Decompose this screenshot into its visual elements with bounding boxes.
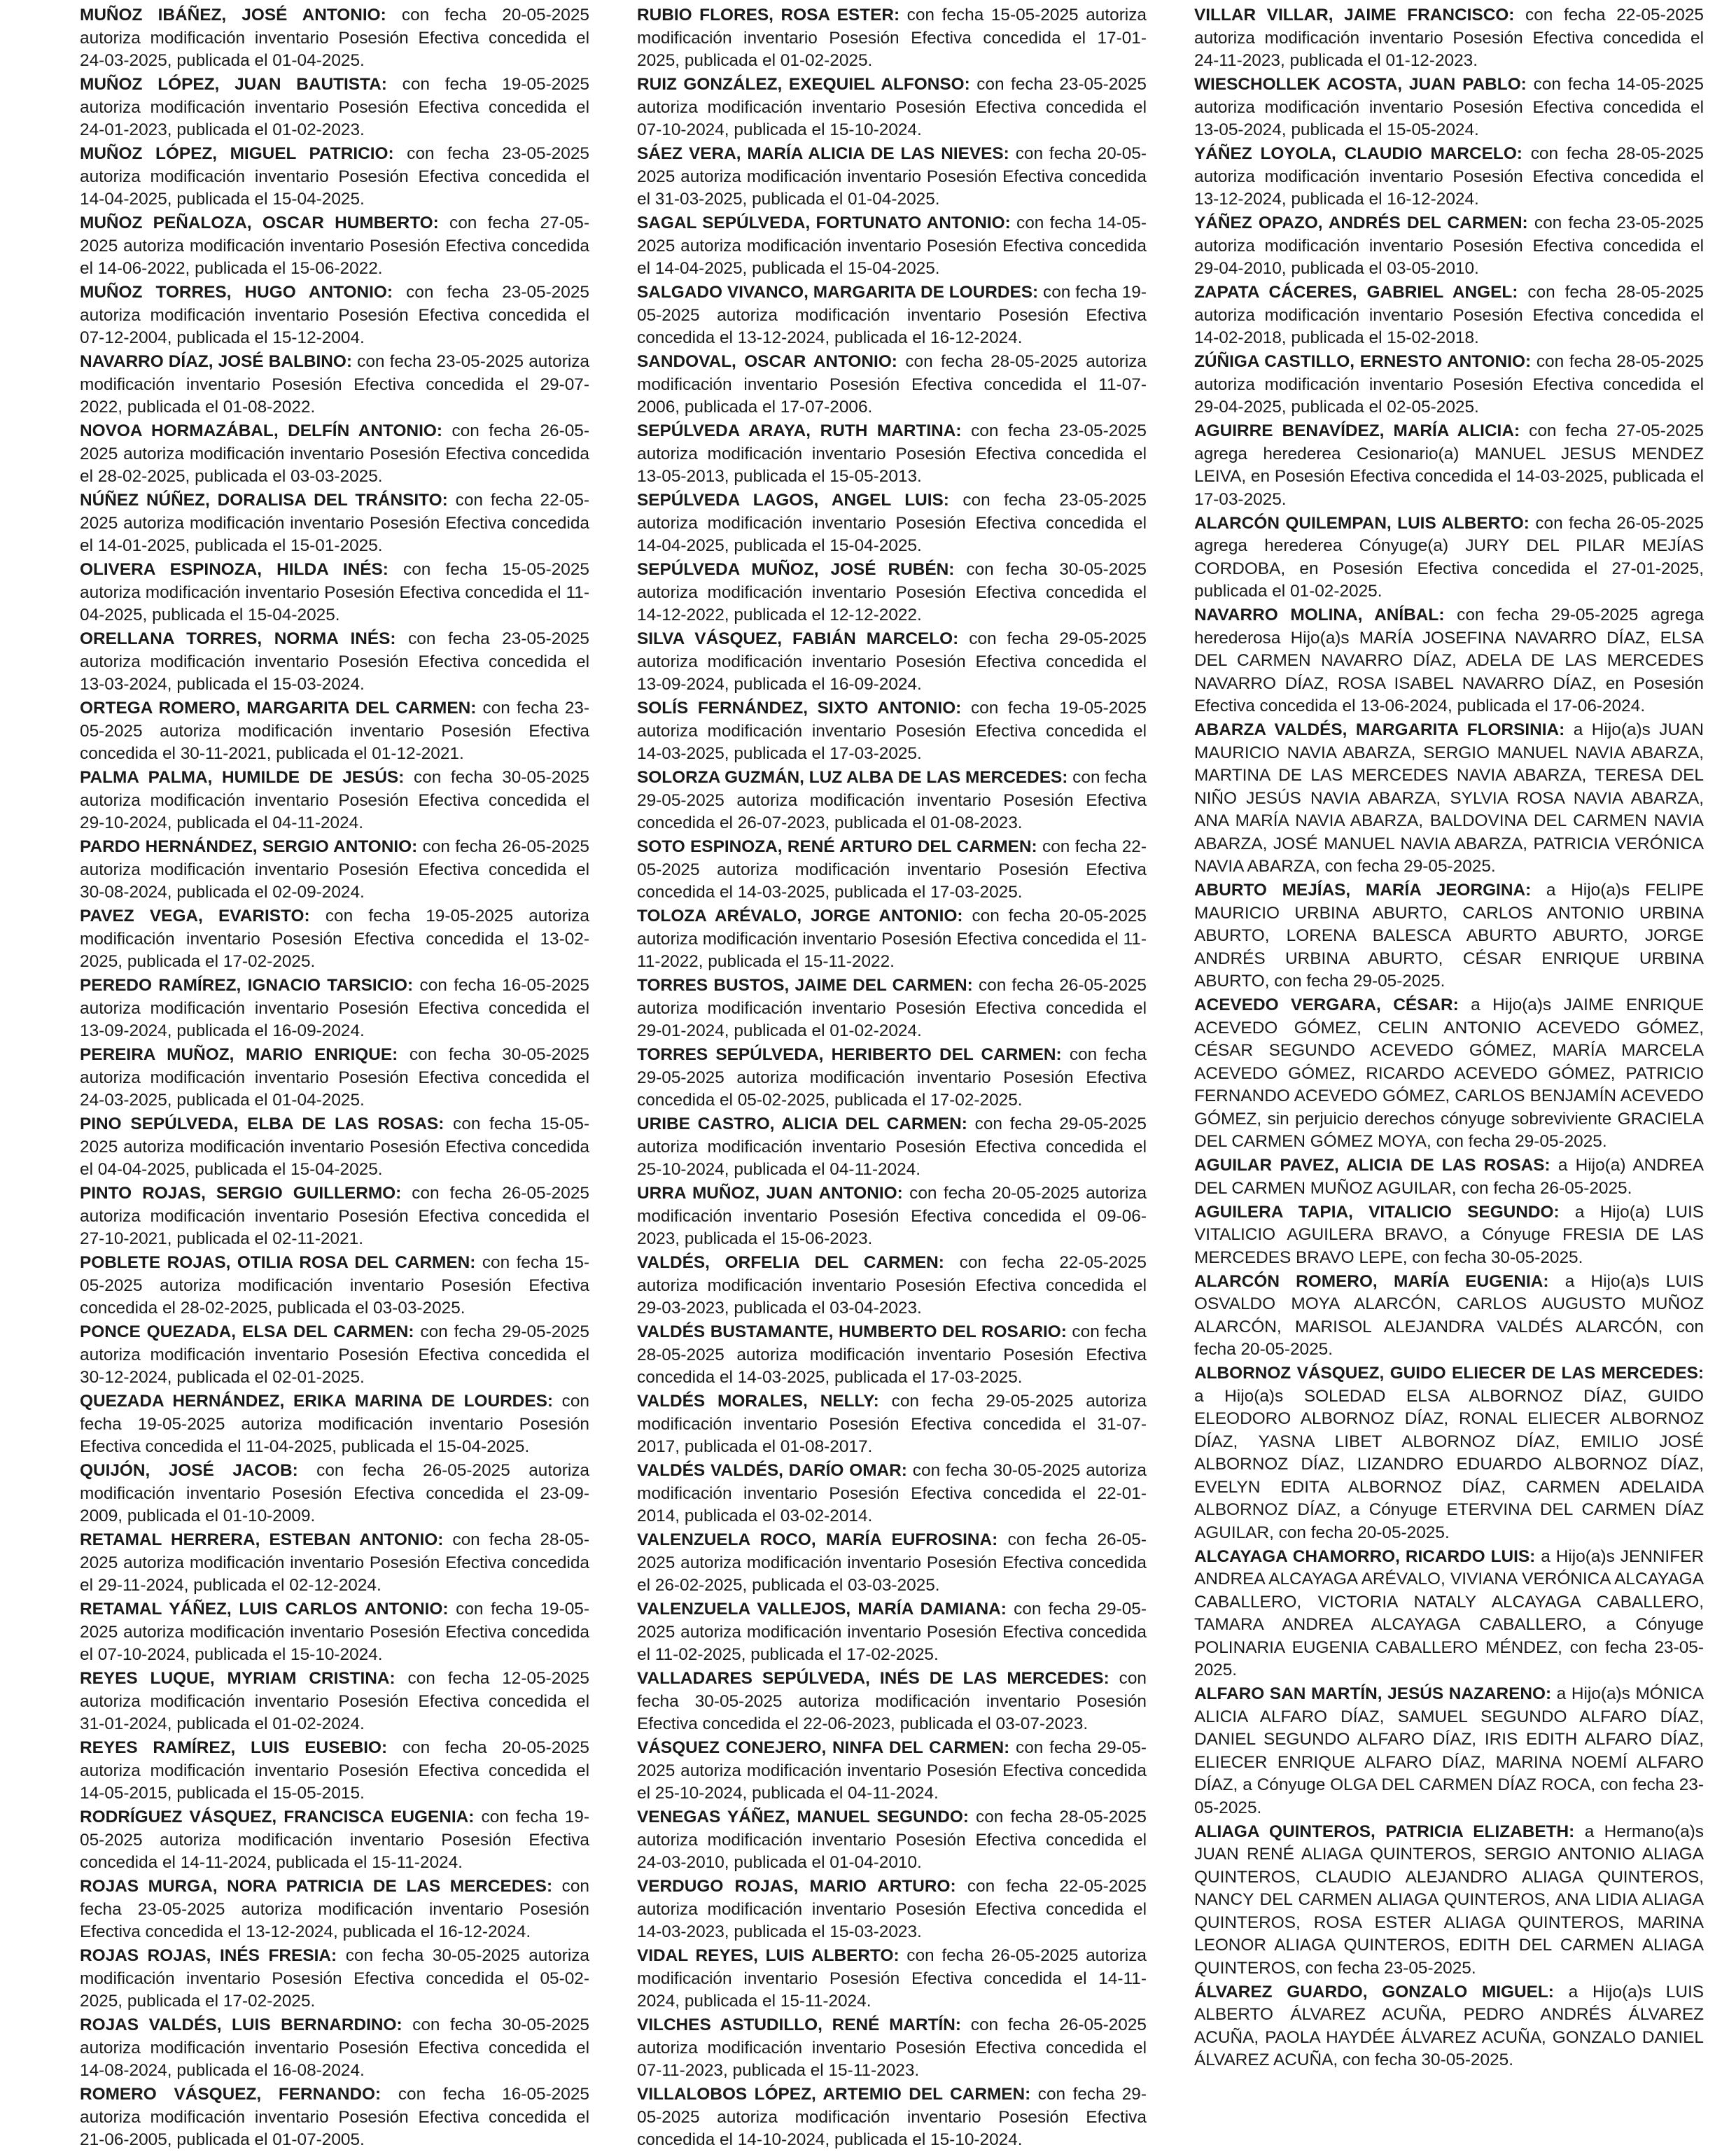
notice-text: con fecha 26-05-2025 autoriza modificación inventario Posesión Efectiva concedida el 27-10-2021, publicada el 02-11-2021. <box>80 1184 589 1248</box>
notice-text: con fecha 19-05-2025 autoriza modificación inventario Posesión Efectiva concedida el 14-03-2025, publicada el 17-03-2025. <box>637 699 1147 763</box>
notice-entry <box>80 1113 589 1182</box>
notice-text: a Hijo(a)s FELIPE MAURICIO URBINA ABURTO, CARLOS ANTONIO URBINA ABURTO, LORENA BALESCA ABURTO ABURTO, JORGE ANDRÉS URBINA ABURTO, CÉSAR ENRIQUE URBINA ABURTO, con fecha 29-05-2025. <box>1194 881 1704 991</box>
notice-text: a Hermano(a)s JUAN RENÉ ALIAGA QUINTEROS, SERGIO ANTONIO ALIAGA QUINTEROS, CLAUDIO ALEJANDRO ALIAGA QUINTEROS, NANCY DEL CARMEN ALIAGA QUINTEROS, ANA LIDIA ALIAGA QUINTEROS, ROSA ESTER ALIAGA QUINTEROS, MARINA LEONOR ALIAGA QUINTEROS, EDITH DEL CARMEN ALIAGA QUINTEROS, con fecha 23-05-2025. <box>1194 1822 1704 1978</box>
notice-entry <box>637 1598 1147 1667</box>
deceased-name: ORTEGA ROMERO, MARGARITA DEL CARMEN: <box>80 699 477 718</box>
notice-text: con fecha 19-05-2025 autoriza modificación inventario Posesión Efectiva concedida el 13-12-2024, publicada el 16-12-2024. <box>637 283 1147 347</box>
notice-text: con fecha 26-05-2025 autoriza modificación inventario Posesión Efectiva concedida el 14-11-2024, publicada el 15-11-2024. <box>637 1946 1147 2011</box>
notice-entry <box>637 1806 1147 1875</box>
notice-text: con fecha 19-05-2025 autoriza modificación inventario Posesión Efectiva concedida el 13-02-2025, publicada el 17-02-2025. <box>80 907 589 971</box>
deceased-name: VALENZUELA VALLEJOS, MARÍA DAMIANA: <box>637 1600 1007 1619</box>
notice-entry <box>637 2014 1147 2083</box>
deceased-name: ALARCÓN ROMERO, MARÍA EUGENIA: <box>1194 1271 1549 1291</box>
column-3 <box>1194 4 1704 2138</box>
notice-text: con fecha 22-05-2025 autoriza modificación inventario Posesión Efectiva concedida el 29-03-2023, publicada el 03-04-2023. <box>637 1253 1147 1318</box>
notice-entry <box>1194 512 1704 603</box>
notice-text: con fecha 20-05-2025 autoriza modificación inventario Posesión Efectiva concedida el 24-03-2025, publicada el 01-04-2025. <box>80 6 589 70</box>
deceased-name: TORRES BUSTOS, JAIME DEL CARMEN: <box>637 976 973 995</box>
deceased-name: NAVARRO DÍAZ, JOSÉ BALBINO: <box>80 352 353 371</box>
notice-entry <box>80 489 589 558</box>
notice-entry <box>637 351 1147 419</box>
notice-text: con fecha 28-05-2025 autoriza modificación inventario Posesión Efectiva concedida el 14-03-2025, publicada el 17-03-2025. <box>637 1322 1147 1387</box>
deceased-name: YÁÑEZ LOYOLA, CLAUDIO MARCELO: <box>1194 144 1522 163</box>
notice-text: con fecha 12-05-2025 autoriza modificación inventario Posesión Efectiva concedida el 31-01-2024, publicada el 01-02-2024. <box>80 1669 589 1733</box>
notice-text: con fecha 29-05-2025 autoriza modificación inventario Posesión Efectiva concedida el 26-07-2023, publicada el 01-08-2023. <box>637 768 1147 832</box>
deceased-name: MUÑOZ TORRES, HUGO ANTONIO: <box>80 283 393 302</box>
notice-text: a Hijo(a) ANDREA DEL CARMEN MUÑOZ AGUILAR, con fecha 26-05-2025. <box>1194 1156 1704 1198</box>
notice-entry <box>80 1806 589 1875</box>
notice-entry <box>80 351 589 419</box>
notice-entry <box>1194 143 1704 211</box>
notice-text: con fecha 30-05-2025 autoriza modificación inventario Posesión Efectiva concedida el 22-01-2014, publicada el 03-02-2014. <box>637 1461 1147 1525</box>
deceased-name: AGUILERA TAPIA, VITALICIO SEGUNDO: <box>1194 1202 1560 1222</box>
notice-text: con fecha 20-05-2025 autoriza modificación inventario Posesión Efectiva concedida el 11-11-2022, publicada el 15-11-2022. <box>637 907 1147 971</box>
notice-entry <box>1194 1271 1704 1362</box>
column-1 <box>80 4 590 2149</box>
deceased-name: SEPÚLVEDA MUÑOZ, JOSÉ RUBÉN: <box>637 560 955 579</box>
notice-text: con fecha 23-05-2025 autoriza modificación inventario Posesión Efectiva concedida el 29-07-2022, publicada el 01-08-2022. <box>80 352 589 417</box>
notice-entry <box>637 4 1147 73</box>
deceased-name: MUÑOZ IBÁÑEZ, JOSÉ ANTONIO: <box>80 6 386 25</box>
notice-text: con fecha 19-05-2025 autoriza modificación inventario Posesión Efectiva concedida el 24-01-2023, publicada el 01-02-2023. <box>80 75 589 139</box>
notice-entry <box>637 489 1147 558</box>
deceased-name: VILCHES ASTUDILLO, RENÉ MARTÍN: <box>637 2015 962 2034</box>
notice-text: con fecha 28-05-2025 autoriza modificación inventario Posesión Efectiva concedida el 11-07-2006, publicada el 17-07-2006. <box>637 352 1147 417</box>
deceased-name: ALARCÓN QUILEMPAN, LUIS ALBERTO: <box>1194 513 1530 533</box>
deceased-name: ZAPATA CÁCERES, GABRIEL ANGEL: <box>1194 283 1518 302</box>
deceased-name: NÚÑEZ NÚÑEZ, DORALISA DEL TRÁNSITO: <box>80 491 448 510</box>
notice-text: con fecha 23-05-2025 autoriza modificación inventario Posesión Efectiva concedida el 13-05-2013, publicada el 15-05-2013. <box>637 421 1147 486</box>
deceased-name: YÁÑEZ OPAZO, ANDRÉS DEL CARMEN: <box>1194 214 1528 232</box>
notice-entry <box>1194 420 1704 511</box>
notice-entry <box>80 143 589 211</box>
notice-entry <box>637 1182 1147 1251</box>
deceased-name: RUIZ GONZÁLEZ, EXEQUIEL ALFONSO: <box>637 75 970 94</box>
notice-text: con fecha 30-05-2025 autoriza modificación inventario Posesión Efectiva concedida el 14-12-2022, publicada el 12-12-2022. <box>637 560 1147 624</box>
notice-text: con fecha 16-05-2025 autoriza modificación inventario Posesión Efectiva concedida el 13-09-2024, publicada el 16-09-2024. <box>80 976 589 1040</box>
notice-text: con fecha 28-05-2025 autoriza modificación inventario Posesión Efectiva concedida el 13-12-2024, publicada el 16-12-2024. <box>1194 144 1704 209</box>
deceased-name: POBLETE ROJAS, OTILIA ROSA DEL CARMEN: <box>80 1253 476 1272</box>
notice-entry <box>80 2083 589 2152</box>
notice-entry <box>1194 1981 1704 2072</box>
deceased-name: VALDÉS MORALES, NELLY: <box>637 1392 879 1411</box>
notice-text: con fecha 29-05-2025 autoriza modificación inventario Posesión Efectiva concedida el 05-02-2025, publicada el 17-02-2025. <box>637 1045 1147 1110</box>
notice-entry <box>80 2014 589 2083</box>
notice-entry <box>80 281 589 350</box>
notice-entry <box>1194 879 1704 993</box>
deceased-name: RUBIO FLORES, ROSA ESTER: <box>637 6 900 25</box>
deceased-name: ROJAS MURGA, NORA PATRICIA DE LAS MERCEDES: <box>80 1877 553 1896</box>
deceased-name: MUÑOZ LÓPEZ, MIGUEL PATRICIO: <box>80 144 394 163</box>
deceased-name: VALDÉS VALDÉS, DARÍO OMAR: <box>637 1461 907 1480</box>
notice-entry <box>1194 351 1704 419</box>
notice-entry <box>80 1044 589 1112</box>
deceased-name: PINO SEPÚLVEDA, ELBA DE LAS ROSAS: <box>80 1115 444 1133</box>
notice-text: con fecha 23-05-2025 autoriza modificación inventario Posesión Efectiva concedida el 30-11-2021, publicada el 01-12-2021. <box>80 699 589 763</box>
notice-entry <box>80 212 589 281</box>
notice-entry <box>80 1460 589 1528</box>
notice-entry <box>637 559 1147 627</box>
notice-text: con fecha 23-05-2025 autoriza modificación inventario Posesión Efectiva concedida el 07-10-2024, publicada el 15-10-2024. <box>637 75 1147 139</box>
deceased-name: SEPÚLVEDA ARAYA, RUTH MARTINA: <box>637 421 962 440</box>
notice-entry <box>637 1113 1147 1182</box>
notice-text: con fecha 23-05-2025 autoriza modificación inventario Posesión Efectiva concedida el 14-04-2025, publicada el 15-04-2025. <box>80 144 589 209</box>
notice-text: con fecha 27-05-2025 agrega herederea Cesionario(a) MANUEL JESUS MENDEZ LEIVA, en Posesión Efectiva concedida el 14-03-2025, publicada el 17-03-2025. <box>1194 421 1704 509</box>
notice-entry <box>637 1945 1147 2013</box>
notice-entry <box>637 697 1147 766</box>
deceased-name: VERDUGO ROJAS, MARIO ARTURO: <box>637 1877 956 1896</box>
deceased-name: SILVA VÁSQUEZ, FABIÁN MARCELO: <box>637 629 959 648</box>
notice-entry <box>80 74 589 142</box>
deceased-name: SOLÍS FERNÁNDEZ, SIXTO ANTONIO: <box>637 699 962 718</box>
notice-text: con fecha 15-05-2025 autoriza modificación inventario Posesión Efectiva concedida el 04-04-2025, publicada el 15-04-2025. <box>80 1115 590 1179</box>
notice-text: con fecha 14-05-2025 autoriza modificación inventario Posesión Efectiva concedida el 13-05-2024, publicada el 15-05-2024. <box>1194 75 1704 139</box>
notice-text: con fecha 28-05-2025 autoriza modificación inventario Posesión Efectiva concedida el 29-11-2024, publicada el 02-12-2024. <box>80 1530 589 1595</box>
notice-entry <box>637 143 1147 211</box>
deceased-name: ABURTO MEJÍAS, MARÍA JEORGINA: <box>1194 881 1532 900</box>
notice-entry <box>637 1390 1147 1459</box>
notice-text: con fecha 22-05-2025 autoriza modificación inventario Posesión Efectiva concedida el 24-11-2023, publicada el 01-12-2023. <box>1194 6 1704 70</box>
deceased-name: PINTO ROJAS, SERGIO GUILLERMO: <box>80 1184 402 1203</box>
notice-entry <box>80 836 589 904</box>
deceased-name: VILLALOBOS LÓPEZ, ARTEMIO DEL CARMEN: <box>637 2085 1031 2104</box>
deceased-name: RETAMAL HERRERA, ESTEBAN ANTONIO: <box>80 1530 444 1549</box>
deceased-name: VALENZUELA ROCO, MARÍA EUFROSINA: <box>637 1530 998 1549</box>
notice-text: con fecha 22-05-2025 autoriza modificación inventario Posesión Efectiva concedida el 14-01-2025, publicada el 15-01-2025. <box>80 491 590 555</box>
deceased-name: REYES LUQUE, MYRIAM CRISTINA: <box>80 1669 396 1688</box>
deceased-name: ABARZA VALDÉS, MARGARITA FLORSINIA: <box>1194 720 1565 739</box>
notice-entry <box>637 905 1147 974</box>
deceased-name: ALIAGA QUINTEROS, PATRICIA ELIZABETH: <box>1194 1822 1575 1841</box>
notice-entry <box>80 1529 589 1598</box>
notice-entry <box>637 1737 1147 1805</box>
notice-entry <box>1194 74 1704 142</box>
notice-entry <box>80 1252 589 1320</box>
deceased-name: SANDOVAL, OSCAR ANTONIO: <box>637 352 897 371</box>
column-2 <box>637 4 1147 2149</box>
deceased-name: PARDO HERNÁNDEZ, SERGIO ANTONIO: <box>80 837 418 856</box>
notice-entry <box>1194 1201 1704 1270</box>
notice-text: con fecha 26-05-2025 autoriza modificación inventario Posesión Efectiva concedida el 30-08-2024, publicada el 02-09-2024. <box>80 837 589 902</box>
notice-entry <box>1194 1546 1704 1682</box>
notice-entry <box>637 1044 1147 1112</box>
notice-entry <box>80 767 589 835</box>
deceased-name: VÁSQUEZ CONEJERO, NINFA DEL CARMEN: <box>637 1738 1010 1757</box>
notice-entry <box>637 1529 1147 1598</box>
deceased-name: AGUIRRE BENAVÍDEZ, MARÍA ALICIA: <box>1194 421 1520 440</box>
deceased-name: ORELLANA TORRES, NORMA INÉS: <box>80 629 396 648</box>
notice-entry <box>637 628 1147 697</box>
notice-text: con fecha 19-05-2025 autoriza modificación inventario Posesión Efectiva concedida el 07-10-2024, publicada el 15-10-2024. <box>80 1600 589 1664</box>
notice-entry <box>1194 1362 1704 1544</box>
notice-entry <box>80 1182 589 1251</box>
notice-entry <box>80 1598 589 1667</box>
notice-entry <box>637 1668 1147 1736</box>
deceased-name: SEPÚLVEDA LAGOS, ANGEL LUIS: <box>637 491 949 510</box>
notice-text: con fecha 26-05-2025 autoriza modificación inventario Posesión Efectiva concedida el 29-01-2024, publicada el 01-02-2024. <box>637 976 1147 1040</box>
deceased-name: ALCAYAGA CHAMORRO, RICARDO LUIS: <box>1194 1546 1536 1566</box>
notice-text: con fecha 26-05-2025 autoriza modificación inventario Posesión Efectiva concedida el 26-02-2025, publicada el 03-03-2025. <box>637 1530 1147 1595</box>
deceased-name: AGUILAR PAVEZ, ALICIA DE LAS ROSAS: <box>1194 1156 1550 1175</box>
notice-text: con fecha 30-05-2025 autoriza modificación inventario Posesión Efectiva concedida el 14-08-2024, publicada el 16-08-2024. <box>80 2015 589 2080</box>
notice-entry <box>80 974 589 1043</box>
deceased-name: VIDAL REYES, LUIS ALBERTO: <box>637 1946 899 1965</box>
notice-text: con fecha 23-05-2025 autoriza modificación inventario Posesión Efectiva concedida el 13-03-2024, publicada el 15-03-2024. <box>80 629 589 694</box>
deceased-name: QUIJÓN, JOSÉ JACOB: <box>80 1461 298 1480</box>
notice-text: a Hijo(a)s JENNIFER ANDREA ALCAYAGA ARÉVALO, VIVIANA VERÓNICA ALCAYAGA CABALLERO, VICTORIA NATALY ALCAYAGA CABALLERO, TAMARA ANDREA ALCAYAGA CABALLERO, a Cónyuge POLINARIA EUGENIA CABALLERO MÉNDEZ, con fecha 23-05-2025. <box>1194 1546 1704 1679</box>
deceased-name: URIBE CASTRO, ALICIA DEL CARMEN: <box>637 1115 967 1133</box>
notice-text: con fecha 20-05-2025 autoriza modificación inventario Posesión Efectiva concedida el 31-03-2025, publicada el 01-04-2025. <box>637 144 1147 209</box>
notice-text: con fecha 29-05-2025 agrega herederosa Hijo(a)s MARÍA JOSEFINA NAVARRO DÍAZ, ELSA DEL CARMEN NAVARRO DÍAZ, ADELA DE LAS MERCEDES NAVARRO DÍAZ, ROSA ISABEL NAVARRO DÍAZ, en Posesión Efectiva concedida el 13-06-2024, publicada el 17-06-2024. <box>1194 606 1704 715</box>
notice-text: con fecha 23-05-2025 autoriza modificación inventario Posesión Efectiva concedida el 29-04-2010, publicada el 03-05-2010. <box>1194 214 1704 278</box>
deceased-name: ALFARO SAN MARTÍN, JESÚS NAZARENO: <box>1194 1684 1552 1703</box>
deceased-name: NAVARRO MOLINA, ANÍBAL: <box>1194 606 1445 624</box>
notice-text: con fecha 19-05-2025 autoriza modificación inventario Posesión Efectiva concedida el 14-11-2024, publicada el 15-11-2024. <box>80 1808 589 1872</box>
deceased-name: SAGAL SEPÚLVEDA, FORTUNATO ANTONIO: <box>637 214 1011 232</box>
notice-entry <box>80 1945 589 2013</box>
notice-text: con fecha 26-05-2025 agrega herederea Cónyuge(a) JURY DEL PILAR MEJÍAS CORDOBA, en Posesión Efectiva concedida el 27-01-2025, publicada el 01-02-2025. <box>1194 513 1704 601</box>
notice-entry <box>1194 719 1704 879</box>
deceased-name: OLIVERA ESPINOZA, HILDA INÉS: <box>80 560 388 579</box>
notice-text: con fecha 15-05-2025 autoriza modificación inventario Posesión Efectiva concedida el 28-02-2025, publicada el 03-03-2025. <box>80 1253 590 1318</box>
notice-text: a Hijo(a)s MÓNICA ALICIA ALFARO DÍAZ, SAMUEL SEGUNDO ALFARO DÍAZ, DANIEL SEGUNDO ALFARO DÍAZ, IRIS EDITH ALFARO DÍAZ, ELIECER ENRIQUE ALFARO DÍAZ, MARINA NOEMÍ ALFARO DÍAZ, a Cónyuge OLGA DEL CARMEN DÍAZ ROCA, con fecha 23-05-2025. <box>1194 1684 1704 1817</box>
notice-entry <box>637 1321 1147 1390</box>
deceased-name: SOTO ESPINOZA, RENÉ ARTURO DEL CARMEN: <box>637 837 1037 856</box>
notice-text: con fecha 15-05-2025 autoriza modificación inventario Posesión Efectiva concedida el 17-01-2025, publicada el 01-02-2025. <box>637 6 1147 70</box>
notice-entry <box>80 1668 589 1736</box>
deceased-name: SÁEZ VERA, MARÍA ALICIA DE LAS NIEVES: <box>637 144 1009 163</box>
notice-text: con fecha 22-05-2025 autoriza modificación inventario Posesión Efectiva concedida el 14-03-2025, publicada el 17-03-2025. <box>637 837 1147 902</box>
notice-entry <box>80 697 589 766</box>
notice-text: con fecha 29-05-2025 autoriza modificación inventario Posesión Efectiva concedida el 11-02-2025, publicada el 17-02-2025. <box>637 1600 1147 1664</box>
notice-entry <box>80 559 589 627</box>
notice-text: con fecha 28-05-2025 autoriza modificación inventario Posesión Efectiva concedida el 14-02-2018, publicada el 15-02-2018. <box>1194 283 1704 347</box>
notice-text: con fecha 30-05-2025 autoriza modificación inventario Posesión Efectiva concedida el 05-02-2025, publicada el 17-02-2025. <box>80 1946 589 2011</box>
deceased-name: QUEZADA HERNÁNDEZ, ERIKA MARINA DE LOURDES: <box>80 1392 553 1411</box>
deceased-name: VENEGAS YÁÑEZ, MANUEL SEGUNDO: <box>637 1808 969 1826</box>
notice-entry <box>1194 1154 1704 1200</box>
deceased-name: PALMA PALMA, HUMILDE DE JESÚS: <box>80 768 405 787</box>
notice-entry <box>637 767 1147 835</box>
deceased-name: REYES RAMÍREZ, LUIS EUSEBIO: <box>80 1738 388 1757</box>
notice-text: a Hijo(a)s JUAN MAURICIO NAVIA ABARZA, SERGIO MANUEL NAVIA ABARZA, MARTINA DE LAS MERCEDES NAVIA ABARZA, TERESA DEL NIÑO JESÚS NAVIA ABARZA, SYLVIA ROSA NAVIA ABARZA, ANA MARÍA NAVIA ABARZA, BALDOVINA DEL CARMEN NAVIA ABARZA, JOSÉ MANUEL NAVIA ABARZA, PATRICIA VERÓNICA NAVIA ABARZA, con fecha 29-05-2025. <box>1194 720 1704 876</box>
notice-entry <box>1194 1683 1704 1819</box>
deceased-name: PAVEZ VEGA, EVARISTO: <box>80 907 310 925</box>
notice-text: con fecha 23-05-2025 autoriza modificación inventario Posesión Efectiva concedida el 14-04-2025, publicada el 15-04-2025. <box>637 491 1147 555</box>
notice-entry <box>1194 212 1704 281</box>
notice-text: con fecha 15-05-2025 autoriza modificación inventario Posesión Efectiva concedida el 11-04-2025, publicada el 15-04-2025. <box>80 560 589 624</box>
deceased-name: WIESCHOLLEK ACOSTA, JUAN PABLO: <box>1194 75 1527 94</box>
notice-text: con fecha 23-05-2025 autoriza modificación inventario Posesión Efectiva concedida el 07-12-2004, publicada el 15-12-2004. <box>80 283 589 347</box>
notice-entry <box>1194 1821 1704 1980</box>
notice-text: con fecha 26-05-2025 autoriza modificación inventario Posesión Efectiva concedida el 28-02-2025, publicada el 03-03-2025. <box>80 421 589 486</box>
deceased-name: URRA MUÑOZ, JUAN ANTONIO: <box>637 1184 903 1203</box>
notice-entry <box>637 1875 1147 1944</box>
deceased-name: SOLORZA GUZMÁN, LUZ ALBA DE LAS MERCEDES: <box>637 768 1068 787</box>
notice-entry <box>80 4 589 73</box>
notice-text: con fecha 23-05-2025 autoriza modificación inventario Posesión Efectiva concedida el 13-12-2024, publicada el 16-12-2024. <box>80 1877 589 1941</box>
notice-entry <box>80 1390 589 1459</box>
notice-text: a Hijo(a) LUIS VITALICIO AGUILERA BRAVO, a Cónyuge FRESIA DE LAS MERCEDES BRAVO LEPE, con fecha 30-05-2025. <box>1194 1202 1704 1267</box>
deceased-name: PEREDO RAMÍREZ, IGNACIO TARSICIO: <box>80 976 414 995</box>
deceased-name: VILLAR VILLAR, JAIME FRANCISCO: <box>1194 6 1515 25</box>
deceased-name: ROMERO VÁSQUEZ, FERNANDO: <box>80 2085 382 2104</box>
notice-entry <box>1194 4 1704 73</box>
notice-text: con fecha 26-05-2025 autoriza modificación inventario Posesión Efectiva concedida el 23-09-2009, publicada el 01-10-2009. <box>80 1461 589 1525</box>
deceased-name: ROJAS VALDÉS, LUIS BERNARDINO: <box>80 2015 402 2034</box>
notice-text: a Hijo(a)s SOLEDAD ELSA ALBORNOZ DÍAZ, GUIDO ELEODORO ALBORNOZ DÍAZ, RONAL ELIECER ALBORNOZ DÍAZ, YASNA LIBET ALBORNOZ DÍAZ, EMILIO JOSÉ ALBORNOZ DÍAZ, LIZANDRO EDUARDO ALBORNOZ DÍAZ, EVELYN EDITA ALBORNOZ DÍAZ, CARMEN ADELAIDA ALBORNOZ DÍAZ, a Cónyuge ETERVINA DEL CARMEN DÍAZ AGUILAR, con fecha 20-05-2025. <box>1194 1386 1704 1542</box>
notice-text: con fecha 28-05-2025 autoriza modificación inventario Posesión Efectiva concedida el 29-04-2025, publicada el 02-05-2025. <box>1194 352 1704 417</box>
deceased-name: PEREIRA MUÑOZ, MARIO ENRIQUE: <box>80 1045 398 1064</box>
notice-text: con fecha 26-05-2025 autoriza modificación inventario Posesión Efectiva concedida el 07-11-2023, publicada el 15-11-2023. <box>637 2015 1147 2080</box>
notice-text: con fecha 30-05-2025 autoriza modificación inventario Posesión Efectiva concedida el 29-10-2024, publicada el 04-11-2024. <box>80 768 589 832</box>
deceased-name: TOLOZA ARÉVALO, JORGE ANTONIO: <box>637 907 963 925</box>
deceased-name: MUÑOZ LÓPEZ, JUAN BAUTISTA: <box>80 75 387 94</box>
notice-text: con fecha 20-05-2025 autoriza modificación inventario Posesión Efectiva concedida el 09-06-2023, publicada el 15-06-2023. <box>637 1184 1147 1248</box>
notice-entry <box>637 1460 1147 1528</box>
notice-entry <box>80 1321 589 1390</box>
notice-text: con fecha 29-05-2025 autoriza modificación inventario Posesión Efectiva concedida el 30-12-2024, publicada el 02-01-2025. <box>80 1322 589 1387</box>
notice-entry <box>80 420 589 489</box>
deceased-name: ROJAS ROJAS, INÉS FRESIA: <box>80 1946 337 1965</box>
notice-text: a Hijo(a)s JAIME ENRIQUE ACEVEDO GÓMEZ, CELIN ANTONIO ACEVEDO GÓMEZ, CÉSAR SEGUNDO ACEVEDO GÓMEZ, MARÍA MARCELA ACEVEDO GÓMEZ, RICARDO ACEVEDO GÓMEZ, PATRICIO FERNANDO ACEVEDO GÓMEZ, CARLOS BENJAMÍN ACEVEDO GÓMEZ, sin perjuicio derechos cónyuge sobreviviente GRACIELA DEL CARMEN GÓMEZ MOYA, con fecha 29-05-2025. <box>1194 995 1704 1151</box>
notice-text: con fecha 20-05-2025 autoriza modificación inventario Posesión Efectiva concedida el 14-05-2015, publicada el 15-05-2015. <box>80 1738 589 1803</box>
notice-text: a Hijo(a)s LUIS OSVALDO MOYA ALARCÓN, CARLOS AUGUSTO MUÑOZ ALARCÓN, MARISOL ALEJANDRA VALDÉS ALARCÓN, con fecha 20-05-2025. <box>1194 1271 1704 1359</box>
deceased-name: ALBORNOZ VÁSQUEZ, GUIDO ELIECER DE LAS MERCEDES: <box>1194 1364 1704 1383</box>
deceased-name: ÁLVAREZ GUARDO, GONZALO MIGUEL: <box>1194 1982 1554 2001</box>
deceased-name: RODRÍGUEZ VÁSQUEZ, FRANCISCA EUGENIA: <box>80 1808 475 1826</box>
notice-entry <box>637 74 1147 142</box>
notice-entry <box>637 420 1147 489</box>
notice-entry <box>637 1252 1147 1320</box>
deceased-name: ZÚÑIGA CASTILLO, ERNESTO ANTONIO: <box>1194 352 1532 371</box>
deceased-name: TORRES SEPÚLVEDA, HERIBERTO DEL CARMEN: <box>637 1045 1062 1064</box>
deceased-name: VALDÉS, ORFELIA DEL CARMEN: <box>637 1253 944 1272</box>
deceased-name: SALGADO VIVANCO, MARGARITA DE LOURDES: <box>637 283 1039 302</box>
notice-text: con fecha 29-05-2025 autoriza modificación inventario Posesión Efectiva concedida el 31-07-2017, publicada el 01-08-2017. <box>637 1392 1147 1456</box>
notice-entry <box>80 628 589 697</box>
notice-text: con fecha 19-05-2025 autoriza modificación inventario Posesión Efectiva concedida el 11-04-2025, publicada el 15-04-2025. <box>80 1392 589 1456</box>
notice-text: con fecha 29-05-2025 autoriza modificación inventario Posesión Efectiva concedida el 25-10-2024, publicada el 04-11-2024. <box>637 1115 1147 1179</box>
notice-text: con fecha 30-05-2025 autoriza modificación inventario Posesión Efectiva concedida el 24-03-2025, publicada el 01-04-2025. <box>80 1045 589 1110</box>
notice-text: con fecha 28-05-2025 autoriza modificación inventario Posesión Efectiva concedida el 24-03-2010, publicada el 01-04-2010. <box>637 1808 1147 1872</box>
notice-text: con fecha 30-05-2025 autoriza modificación inventario Posesión Efectiva concedida el 22-06-2023, publicada el 03-07-2023. <box>637 1669 1147 1733</box>
notice-entry <box>637 2083 1147 2152</box>
notice-entry <box>1194 994 1704 1154</box>
notice-text: con fecha 16-05-2025 autoriza modificación inventario Posesión Efectiva concedida el 21-06-2005, publicada el 01-07-2005. <box>80 2085 589 2149</box>
notice-text: con fecha 14-05-2025 autoriza modificación inventario Posesión Efectiva concedida el 14-04-2025, publicada el 15-04-2025. <box>637 214 1147 278</box>
notice-entry <box>80 1737 589 1805</box>
deceased-name: RETAMAL YÁÑEZ, LUIS CARLOS ANTONIO: <box>80 1600 449 1619</box>
notice-entry <box>637 974 1147 1043</box>
notice-text: con fecha 29-05-2025 autoriza modificación inventario Posesión Efectiva concedida el 25-10-2024, publicada el 04-11-2024. <box>637 1738 1147 1803</box>
notice-text: con fecha 27-05-2025 autoriza modificación inventario Posesión Efectiva concedida el 14-06-2022, publicada el 15-06-2022. <box>80 214 589 278</box>
notice-entry <box>637 836 1147 904</box>
notice-text: con fecha 29-05-2025 autoriza modificación inventario Posesión Efectiva concedida el 13-09-2024, publicada el 16-09-2024. <box>637 629 1147 694</box>
notice-entry <box>637 281 1147 350</box>
notice-entry <box>637 212 1147 281</box>
deceased-name: VALDÉS BUSTAMANTE, HUMBERTO DEL ROSARIO: <box>637 1322 1067 1341</box>
notice-entry <box>80 1875 589 1944</box>
notice-entry <box>1194 604 1704 718</box>
deceased-name: VALLADARES SEPÚLVEDA, INÉS DE LAS MERCEDES: <box>637 1669 1110 1688</box>
deceased-name: ACEVEDO VERGARA, CÉSAR: <box>1194 995 1459 1014</box>
notice-text: con fecha 22-05-2025 autoriza modificación inventario Posesión Efectiva concedida el 14-03-2023, publicada el 15-03-2023. <box>637 1877 1147 1941</box>
deceased-name: NOVOA HORMAZÁBAL, DELFÍN ANTONIO: <box>80 421 442 440</box>
deceased-name: MUÑOZ PEÑALOZA, OSCAR HUMBERTO: <box>80 214 439 232</box>
deceased-name: PONCE QUEZADA, ELSA DEL CARMEN: <box>80 1322 414 1341</box>
notice-text: con fecha 29-05-2025 autoriza modificación inventario Posesión Efectiva concedida el 14-10-2024, publicada el 15-10-2024. <box>637 2085 1147 2149</box>
notice-text: a Hijo(a)s LUIS ALBERTO ÁLVAREZ ACUÑA, PEDRO ANDRÉS ÁLVAREZ ACUÑA, PAOLA HAYDÉE ÁLVAREZ ACUÑA, GONZALO DANIEL ÁLVAREZ ACUÑA, con fecha 30-05-2025. <box>1194 1982 1704 2069</box>
notice-entry <box>80 905 589 974</box>
notice-entry <box>1194 281 1704 350</box>
